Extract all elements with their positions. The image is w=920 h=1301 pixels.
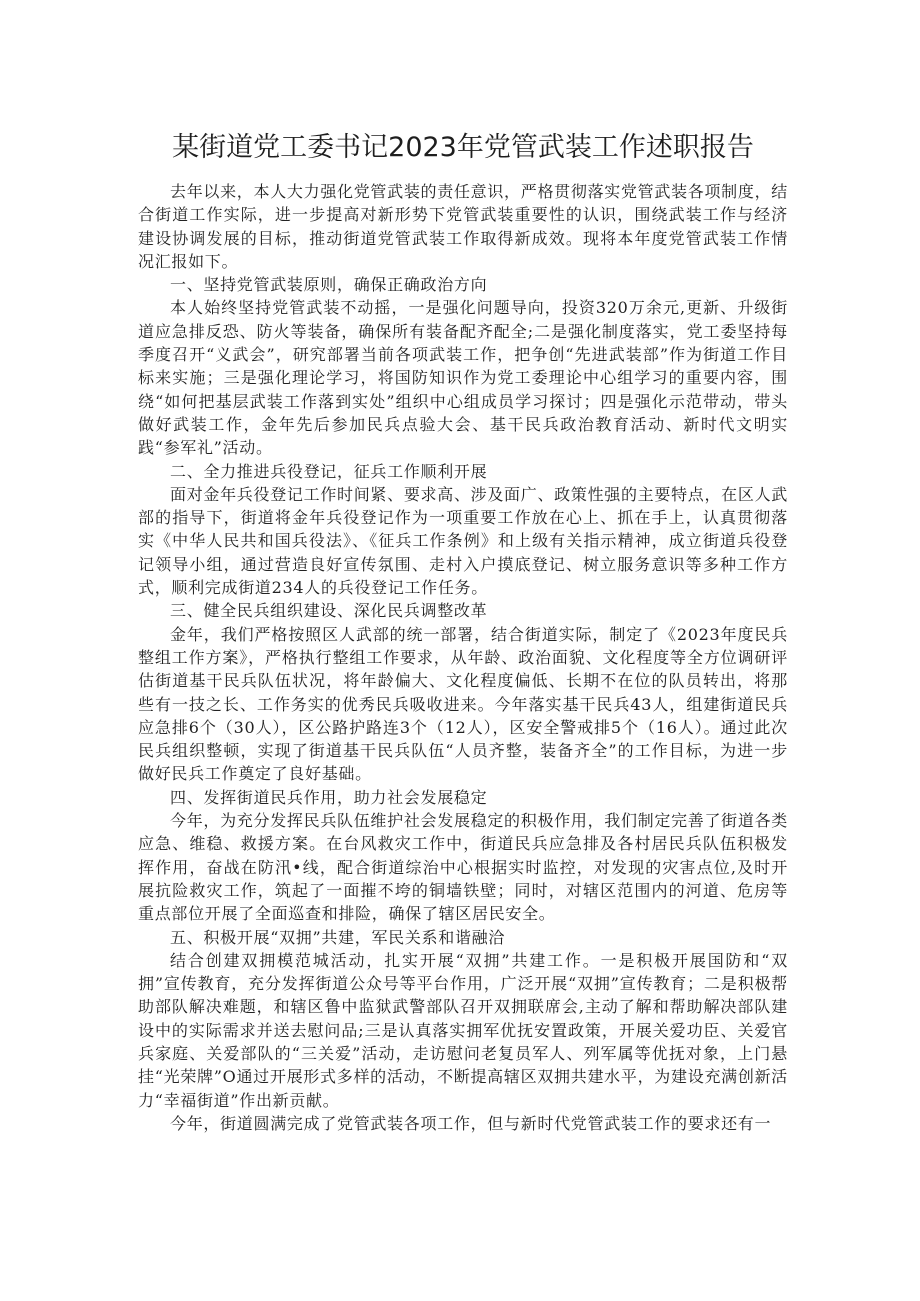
- document-page: [138, 128, 788, 1135]
- section-heading-3: 三、健全民兵组织建设、深化民兵调整改革: [170, 601, 488, 621]
- section-heading-4: 四、发挥街道民兵作用，助力社会发展稳定: [170, 787, 488, 807]
- paragraph-section-3: 金年，我们严格按照区人武部的统一部署，结合街道实际，制定了《2023年度民兵整组工作方案》，严格执行整组工作要求，从年龄、政治面貌、文化程度等全方位调研评估街道基干民兵队伍状况，将年龄偏大、文化程度偏低、长期不在位的队员转出，将那些有一技之长、工作务实的优秀民兵吸收进来。今年落实基干民兵43人，组建街道民兵应急排6个（30人），区公路护路连3个（12人），区安全警戒排5个（16人）。通过此次民兵组织整顿，实现了街道基干民兵队伍“人员齐整，装备齐全”的工作目标，为进一步做好民兵工作奠定了良好基础。: [138, 624, 788, 784]
- paragraph-section-1: 本人始终坚持党管武装不动摇，一是强化问题导向，投资320万余元,更新、升级街道应急排反恐、防火等装备，确保所有装备配齐配全;二是强化制度落实，党工委坚持每季度召开“义武会”，研究部署当前各项武装工作，把争创“先进武装部”作为街道工作目标来实施；三是强化理论学习，将国防知识作为党工委理论中心组学习的重要内容，围绕“如何把基层武装工作落到实处”组织中心组成员学习探讨；四是强化示范带动，带头做好武装工作，金年先后参加民兵点验大会、基干民兵政治教育活动、新时代文明实践“参军礼”活动。: [138, 298, 788, 458]
- section-heading-5: 五、积极开展“双拥”共建，军民关系和谐融洽: [170, 927, 506, 947]
- section-heading-2: 二、全力推进兵役登记，征兵工作顺利开展: [170, 461, 488, 481]
- section-heading-1: 一、坚持党管武装原则，确保正确政治方向: [170, 275, 488, 295]
- paragraph-section-2: 面对金年兵役登记工作时间紧、要求高、涉及面广、政策性强的主要特点，在区人武部的指导下，街道将金年兵役登记作为一项重要工作放在心上、抓在手上，认真贯彻落实《中华人民共和国兵役法》、《征兵工作条例》和上级有关指示精神，成立街道兵役登记领导小组，通过营造良好宣传氛围、走村入户摸底登记、树立服务意识等多种工作方式，顺利完成街道234人的兵役登记工作任务。: [138, 484, 788, 598]
- paragraph-section-5: 结合创建双拥模范城活动，扎实开展“双拥”共建工作。一是积极开展国防和“双拥”宣传教育，充分发挥街道公众号等平台作用，广泛开展“双拥”宣传教育；二是积极帮助部队解决难题，和辖区鲁中监狱武警部队召开双拥联席会,主动了解和帮助解决部队建设中的实际需求并送去慰问品;三是认真落实拥军优抚安置政策，开展关爱功臣、关爱官兵家庭、关爱部队的“三关爱”活动，走访慰问老复员军人、列军属等优抚对象，上门悬挂“光荣牌”O通过开展形式多样的活动，不断提高辖区双拥共建水平，为建设充满创新活力“幸福街道”作出新贡献。: [138, 950, 788, 1110]
- document-title: 某街道党工委书记2023年党管武装工作述职报告: [172, 132, 754, 163]
- paragraph-intro: 去年以来，本人大力强化党管武装的责任意识，严格贯彻落实党管武装各项制度，结合街道工作实际，进一步提高对新形势下党管武装重要性的认识，围绕武装工作与经济建设协调发展的目标，推动街道党管武装工作取得新成效。现将本年度党管武装工作情况汇报如下。: [138, 182, 788, 271]
- paragraph-closing: 今年，街道圆满完成了党管武装各项工作，但与新时代党管武装工作的要求还有一: [170, 1113, 772, 1133]
- paragraph-section-4: 今年，为充分发挥民兵队伍维护社会发展稳定的积极作用，我们制定完善了街道各类应急、维稳、救援方案。在台风救灾工作中，街道民兵应急排及各村居民兵队伍积极发挥作用，奋战在防汛•线，配合街道综治中心根据实时监控，对发现的灾害点位,及时开展抗险救灾工作，筑起了一面摧不垮的铜墙铁壁；同时，对辖区范围内的河道、危房等重点部位开展了全面巡查和排险，确保了辖区居民安全。: [138, 811, 788, 924]
